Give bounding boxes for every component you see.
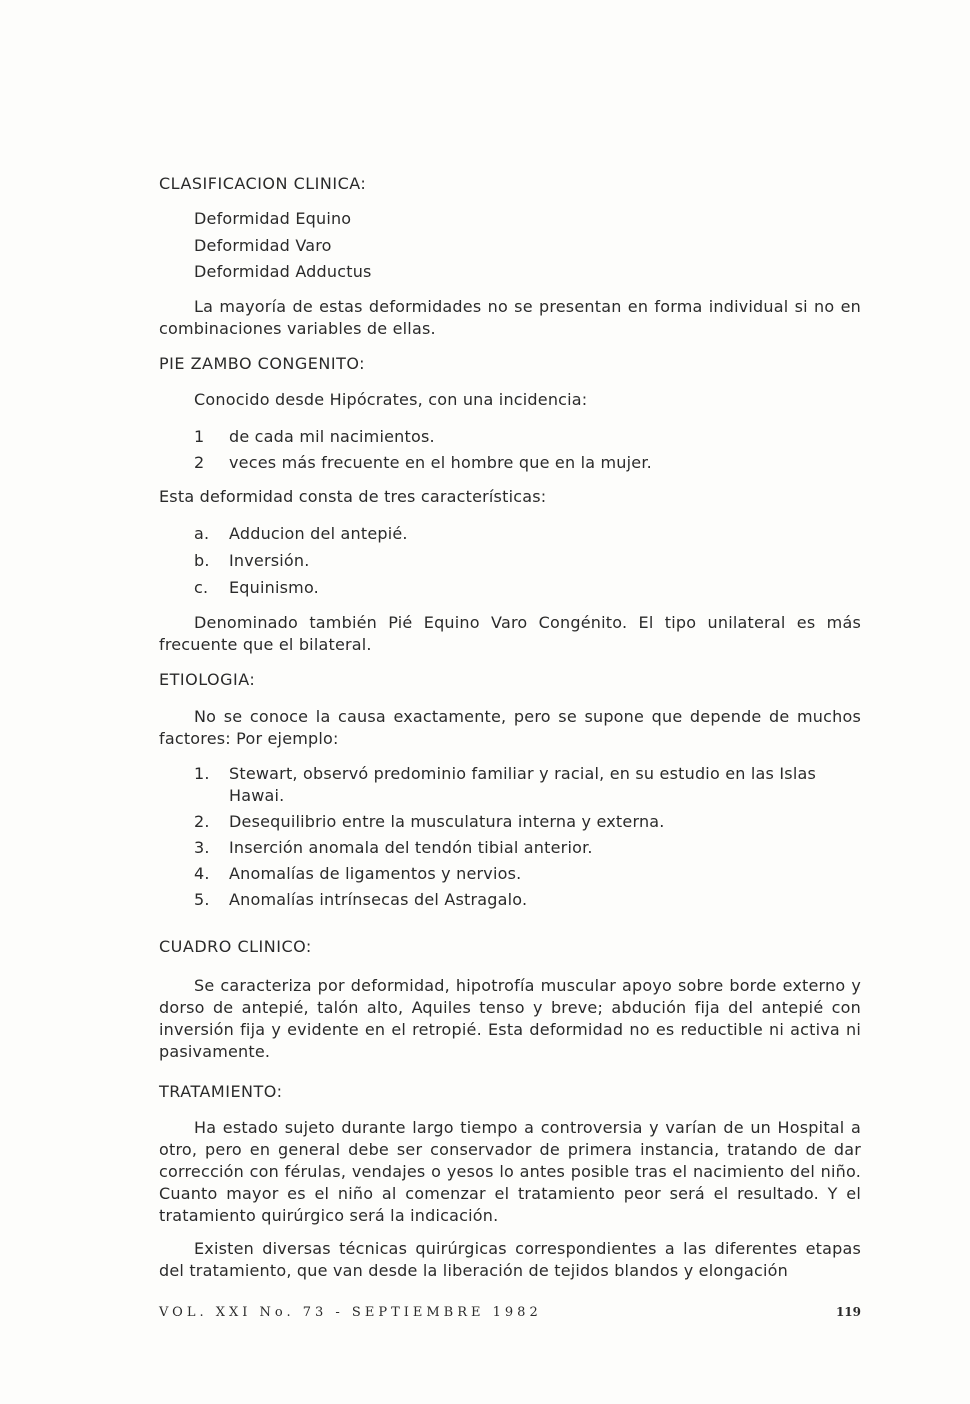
paragraph: No se conoce la causa exactamente, pero se supone que depende de muchos factores: Por ejemplo: bbox=[159, 706, 861, 748]
page-body bbox=[159, 173, 861, 1282]
list-item bbox=[159, 863, 861, 885]
heading-etiologia: ETIOLOGIA: bbox=[159, 669, 256, 689]
journal-citation: VOL. XXI No. 73 - SEPTIEMBRE 1982 bbox=[159, 1305, 542, 1320]
list-marker: b. bbox=[194, 550, 210, 570]
list-marker: c. bbox=[194, 577, 209, 597]
paragraph: Se caracteriza por deformidad, hipotrofía muscular apoyo sobre borde externo y dorso de antepié, talón alto, Aquiles tenso y breve; abdución fija del antepié con inversión fija y evidente en el retropié. Esta deformidad no es reductible ni activa ni pasivamente. bbox=[159, 975, 861, 1061]
list-text: de cada mil nacimientos. bbox=[229, 426, 435, 446]
list-item bbox=[159, 547, 861, 574]
list-marker: 5. bbox=[194, 889, 210, 909]
list-item: Deformidad Varo bbox=[194, 235, 332, 255]
list-text: veces más frecuente en el hombre que en la mujer. bbox=[229, 452, 652, 472]
list-marker: 1. bbox=[194, 763, 210, 783]
list-marker: 2. bbox=[194, 811, 210, 831]
list-item: Deformidad Equino bbox=[194, 209, 352, 228]
list-marker: 3. bbox=[194, 837, 210, 857]
clasificacion-list bbox=[194, 206, 861, 286]
list-text: Inserción anomala del tendón tibial anterior. bbox=[229, 837, 593, 857]
paragraph: Existen diversas técnicas quirúrgicas correspondientes a las diferentes etapas del tratamiento, que van desde la liberación de tejidos blandos y elongación bbox=[159, 1238, 861, 1280]
list-text: Inversión. bbox=[229, 550, 310, 570]
paragraph: Ha estado sujeto durante largo tiempo a controversia y varían de un Hospital a otro, pero en general debe ser conservador de primera instancia, tratando de dar corrección con férulas, vendajes o yesos lo antes posible tras el nacimiento del niño. Cuanto mayor es el niño al comenzar el tratamiento peor será el resultado. Y el tratamiento quirúrgico será la indicación. bbox=[159, 1117, 861, 1225]
list-marker: 4. bbox=[194, 863, 210, 883]
list-text: Anomalías de ligamentos y nervios. bbox=[229, 863, 522, 883]
list-text: Stewart, observó predominio familiar y racial, en su estudio en las Islas Hawai. bbox=[229, 763, 817, 805]
heading-clasificacion: CLASIFICACION CLINICA: bbox=[159, 174, 367, 193]
paragraph: La mayoría de estas deformidades no se presentan en forma individual si no en combinaciones variables de ellas. bbox=[159, 296, 861, 338]
list-item bbox=[159, 424, 861, 450]
heading-pie-zambo: PIE ZAMBO CONGENITO: bbox=[159, 353, 366, 373]
list-text: Desequilibrio entre la musculatura interna y externa. bbox=[229, 811, 665, 831]
incidence-list bbox=[159, 424, 861, 476]
paragraph: Denominado también Pié Equino Varo Congénito. El tipo unilateral es más frecuente que el bilateral. bbox=[159, 612, 861, 654]
list-text: Anomalías intrínsecas del Astragalo. bbox=[229, 889, 528, 909]
list-item: Deformidad Adductus bbox=[194, 262, 372, 281]
list-item bbox=[159, 811, 861, 833]
paragraph: Esta deformidad consta de tres características: bbox=[159, 486, 547, 506]
list-item bbox=[159, 837, 861, 859]
list-item bbox=[159, 450, 861, 476]
list-marker: a. bbox=[194, 523, 210, 543]
list-item bbox=[159, 520, 861, 547]
list-marker: 2 bbox=[194, 452, 205, 472]
list-item bbox=[159, 763, 861, 807]
page-footer bbox=[159, 1305, 861, 1320]
list-text: Adducion del antepié. bbox=[229, 523, 408, 543]
page-number: 119 bbox=[835, 1305, 861, 1319]
list-item bbox=[159, 889, 861, 911]
paragraph: Conocido desde Hipócrates, con una incidencia: bbox=[194, 389, 588, 409]
list-item bbox=[159, 574, 861, 601]
heading-cuadro: CUADRO CLINICO: bbox=[159, 936, 312, 956]
list-marker: 1 bbox=[194, 426, 205, 446]
characteristics-list bbox=[159, 520, 861, 601]
etiologia-list bbox=[159, 763, 861, 911]
heading-tratamiento: TRATAMIENTO: bbox=[159, 1081, 283, 1101]
list-text: Equinismo. bbox=[229, 577, 319, 597]
